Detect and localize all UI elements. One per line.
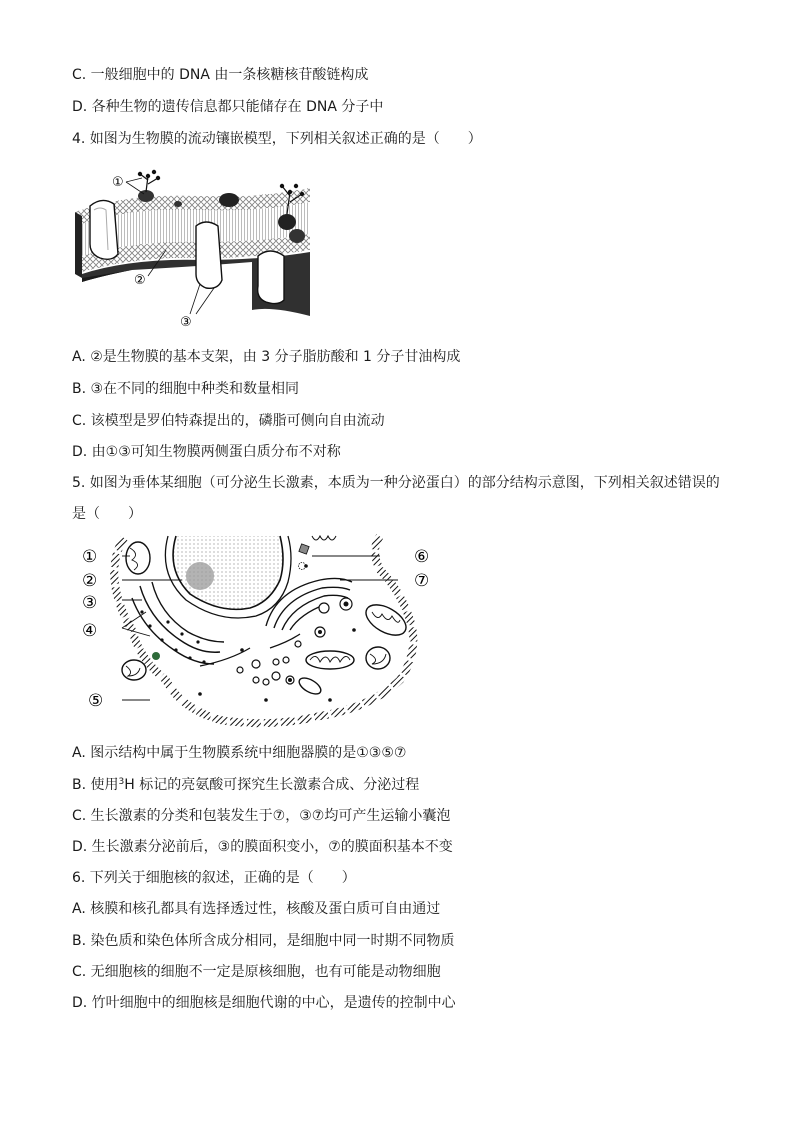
q5-stem-line1: 5. 如图为垂体某细胞（可分泌生长激素，本质为一种分泌蛋白）的部分结构示意图，下列相关叙述错误的: [72, 475, 720, 491]
cell-label-7: ⑦: [414, 571, 430, 591]
q6-option-a: A. 核膜和核孔都具有选择透过性，核酸及蛋白质可自由通过: [72, 901, 441, 917]
q5-option-d: D. 生长激素分泌前后，③的膜面积变小，⑦的膜面积基本不变: [72, 839, 453, 855]
cell-label-4: ④: [82, 621, 98, 641]
q4-stem: 4. 如图为生物膜的流动镶嵌模型，下列相关叙述正确的是（ ）: [72, 131, 482, 147]
label-3: ③: [180, 315, 192, 330]
q4-option-b: B. ③在不同的细胞中种类和数量相同: [72, 381, 300, 397]
q4-option-c: C. 该模型是罗伯特森提出的，磷脂可侧向自由流动: [72, 413, 385, 429]
cell-label-6: ⑥: [414, 547, 430, 567]
q3-option-d: D. 各种生物的遗传信息都只能储存在 DNA 分子中: [72, 99, 384, 115]
q6-option-b: B. 染色质和染色体所含成分相同，是细胞中同一时期不同物质: [72, 933, 455, 949]
cell-label-1: ①: [82, 547, 98, 567]
q6-option-d: D. 竹叶细胞中的细胞核是细胞代谢的中心，是遗传的控制中心: [72, 995, 456, 1011]
membrane-model-figure: [72, 166, 317, 332]
q3-option-c: C. 一般细胞中的 DNA 由一条核糖核苷酸链构成: [72, 67, 369, 83]
q5-option-b: B. 使用$^3$H 标记的亮氨酸可探究生长激素合成、分泌过程: [72, 777, 420, 793]
q4-option-a: A. ②是生物膜的基本支架，由 3 分子脂肪酸和 1 分子甘油构成: [72, 349, 461, 365]
label-2: ②: [134, 273, 146, 288]
q5-option-a: A. 图示结构中属于生物膜系统中细胞器膜的是①③⑤⑦: [72, 745, 407, 761]
cell-label-2: ②: [82, 571, 98, 591]
q5-option-c: C. 生长激素的分类和包装发生于⑦，③⑦均可产生运输小囊泡: [72, 808, 451, 824]
q6-stem: 6. 下列关于细胞核的叙述，正确的是（ ）: [72, 870, 356, 886]
label-1: ①: [112, 175, 124, 190]
q4-option-d: D. 由①③可知生物膜两侧蛋白质分布不对称: [72, 444, 341, 460]
cell-label-5: ⑤: [88, 691, 104, 711]
cell-structure-figure: [80, 530, 445, 730]
q5-stem-line2: 是（ ）: [72, 506, 142, 522]
cell-label-3: ③: [82, 593, 98, 613]
q6-option-c: C. 无细胞核的细胞不一定是原核细胞，也有可能是动物细胞: [72, 964, 441, 980]
